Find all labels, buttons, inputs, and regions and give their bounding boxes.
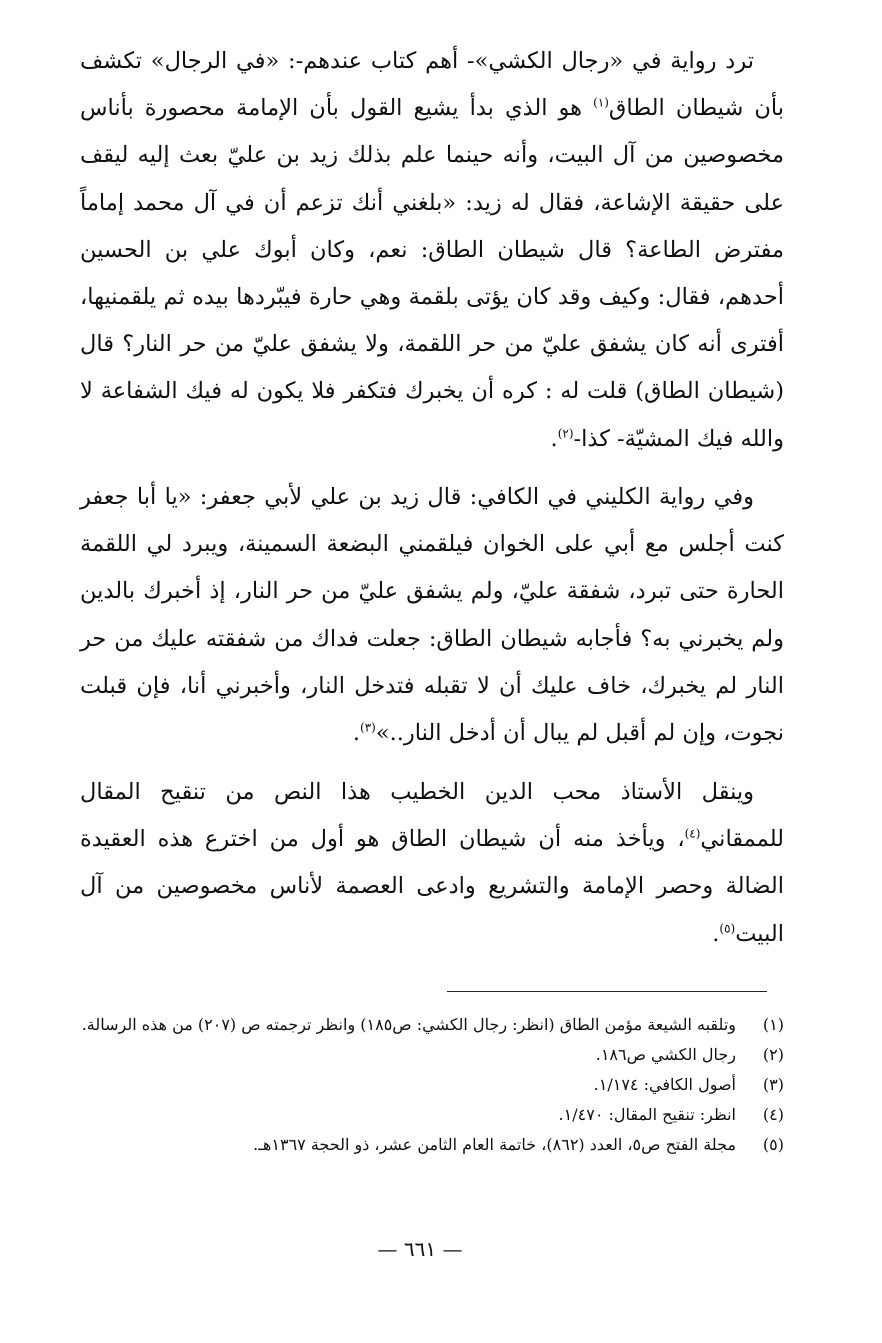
- footnote-ref-4: (٤): [684, 826, 701, 841]
- footnote-number: (١): [762, 1015, 784, 1034]
- paragraph-3-text-continued: ، ويأخذ منه أن شيطان الطاق هو أول من اخترع هذه العقيدة الضالة وحصر الإمامة والتشريع وادعى العصمة لأناس مخصوصين من آل البيت: [80, 826, 784, 947]
- page-number: — ٦٦١ —: [377, 1237, 463, 1261]
- body-paragraph-1: [80, 38, 784, 466]
- footnote-text: انظر: تنقيح المقال: ١/٤٧٠.: [558, 1105, 736, 1124]
- footnote-item: [80, 1040, 784, 1070]
- footnote-text: مجلة الفتح ص٥، العدد (٨٦٢)، خاتمة العام الثامن عشر، ذو الحجة ١٣٦٧هـ.: [253, 1135, 736, 1154]
- paragraph-2-text: وفي رواية الكليني في الكافي: قال زيد بن علي لأبي جعفر: «يا أبا جعفر كنت أجلس مع أبي على الخوان فيلقمني البضعة السمينة، ويبرد لي اللقمة الحارة حتى تبرد، شفقة عليّ، ولم يشفق عليّ من حر النار، إذ أخبرك بالدين ولم يخبرني به؟ فأجابه شيطان الطاق: جعلت فداك من شفقته عليك من حر النار لم يخبرك، خاف عليك أن لا تقبله فتدخل النار، وأخبرني أنا، فإن قبلت نجوت، وإن لم أقبل لم يبال أن أدخل النار..»: [80, 484, 784, 747]
- footnote-item: [80, 1070, 784, 1100]
- body-paragraph-3: [80, 769, 784, 959]
- footnotes-list: [80, 1010, 784, 1160]
- paragraph-3-end: .: [712, 920, 720, 947]
- footnote-separator: [447, 991, 767, 992]
- footnote-ref-3: (٣): [360, 720, 376, 735]
- footnote-text: وتلقبه الشيعة مؤمن الطاق (انظر: رجال الكشي: ص١٨٥) وانظر ترجمته ص (٢٠٧) من هذه الرسالة.: [81, 1015, 736, 1034]
- footnote-number: (٣): [762, 1075, 784, 1094]
- footnote-ref-1: (١): [593, 95, 609, 110]
- footnote-text: رجال الكشي ص١٨٦.: [595, 1045, 736, 1064]
- footnote-item: [80, 1100, 784, 1130]
- footnote-ref-5: (٥): [719, 921, 736, 936]
- footnote-number: (٥): [762, 1135, 784, 1154]
- footnote-item: [80, 1130, 784, 1160]
- paragraph-1-text-continued: هو الذي بدأ يشيع القول بأن الإمامة محصورة بأناس مخصوصين من آل البيت، وأنه حينما علم بذلك زيد بن عليّ بعث إليه ليقف على حقيقة الإشاعة، فقال له زيد: «بلغني أنك تزعم أن في آل محمد إماماً مفترض الطاعة؟ قال شيطان الطاق: نعم، وكان أبوك علي بن الحسين أحدهم، فقال: وكيف وقد كان يؤتى بلقمة وهي حارة فيبّردها بيده ثم يلقمنيها، أفترى أنه كان يشفق عليّ من حر اللقمة، ولا يشفق عليّ من حر النار؟ قال (شيطان الطاق) قلت له : كره أن يخبرك فتكفر فلا يكون له فيك الشفاعة لا والله فيك المشيّة- كذا-: [80, 95, 784, 452]
- footnote-ref-2: (٢): [557, 426, 574, 441]
- body-paragraph-2: [80, 474, 784, 759]
- footnote-number: (٤): [762, 1105, 784, 1124]
- paragraph-2-end: .: [352, 720, 361, 747]
- paragraph-1-end: .: [550, 425, 558, 452]
- footnote-number: (٢): [762, 1045, 784, 1064]
- footnote-item: [80, 1010, 784, 1040]
- paragraph-3-text: وينقل الأستاذ محب الدين الخطيب هذا النص من تنقيح المقال للممقاني: [80, 779, 784, 853]
- paragraph-1-text: ترد رواية في «رجال الكشي»- أهم كتاب عندهم-: «في الرجال» تكشف بأن شيطان الطاق: [80, 48, 784, 122]
- footnote-text: أصول الكافي: ١/١٧٤.: [593, 1075, 736, 1094]
